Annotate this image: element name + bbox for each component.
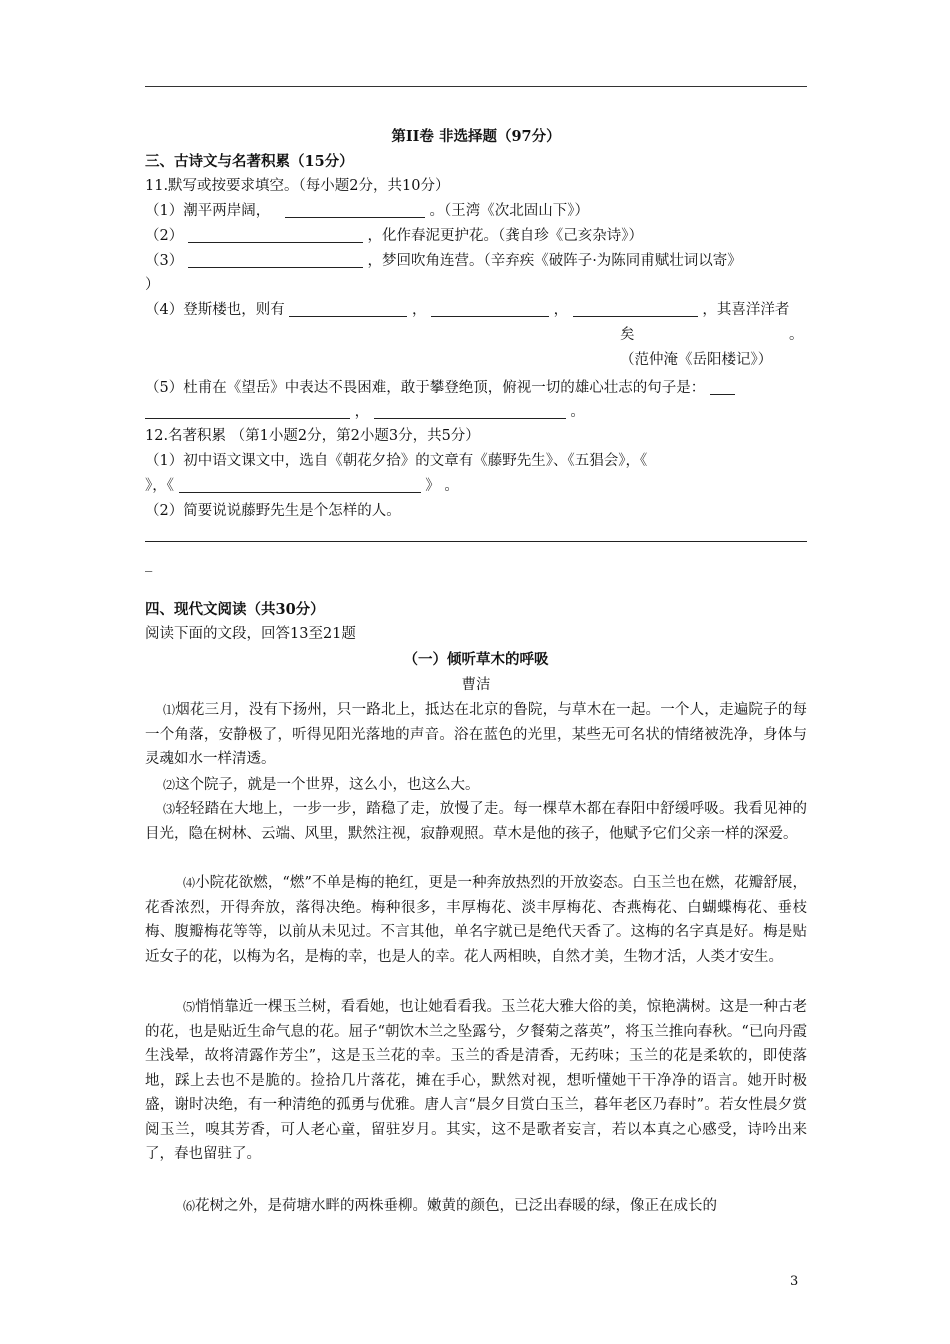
q11-item-5-cont: ， 。 bbox=[145, 400, 807, 424]
paragraph-3: ⑶轻轻踏在大地上，一步一步，踏稳了走，放慢了走。每一棵草木都在春阳中舒缓呼吸。我看见神的目光，隐在树林、云端、风里，默然注视，寂静观照。草木是他的孩子，他赋予它们父亲一样的深爱。 bbox=[145, 801, 807, 842]
article-title: （一）倾听草木的呼吸 bbox=[403, 651, 549, 668]
top-rule bbox=[145, 86, 807, 87]
q11-item-4-yi: 矣 bbox=[620, 327, 635, 343]
q11-item-2: （2） ，化作春泥更护花。（龚自珍《己亥杂诗》） bbox=[145, 228, 643, 244]
paragraph-4: ⑷小院花欲燃，“燃”不单是梅的艳红，更是一种奔放热烈的开放姿态。白玉兰也在燃，花瓣舒展，花香浓烈，开得奔放，落得决绝。梅种很多，丰厚梅花、淡丰厚梅花、杏燕梅花、白蝴蝶梅花、垂枝梅、腹瓣梅花等等，以前从未见过。不言其他，单名字就已是绝代天香了。这梅的名字真是好。梅是贴近女子的花，以梅为名，是梅的幸，也是人的幸。花人两相映，自然才美，生物才活，人类才安生。 bbox=[145, 875, 807, 965]
q12-item-1: （1）初中语文课文中，选自《朝花夕拾》的文章有《藤野先生》、《五猖会》，《 bbox=[145, 453, 648, 469]
answer-line-dash: _ bbox=[145, 556, 153, 572]
answer-blank[interactable] bbox=[188, 226, 363, 243]
answer-blank[interactable] bbox=[710, 378, 735, 395]
q11-item-3-close: ） bbox=[145, 277, 160, 293]
answer-blank[interactable] bbox=[145, 402, 350, 419]
answer-blank[interactable] bbox=[374, 402, 566, 419]
q12-item-1-cont: 》，《 》 。 bbox=[145, 478, 459, 494]
part4-heading: 四、现代文阅读（共30分） bbox=[145, 601, 325, 618]
q11-item-4-source: （范仲淹《岳阳楼记》） bbox=[620, 352, 773, 368]
answer-line[interactable] bbox=[145, 541, 807, 542]
paragraph-5: ⑸悄悄靠近一棵玉兰树，看看她，也让她看看我。玉兰花大雅大俗的美，惊艳满树。这是一种古老的花，也是贴近生命气息的花。屈子“朝饮木兰之坠露兮，夕餐菊之落英”，将玉兰推向春秋。“已向丹霞生浅晕，故将清露作芳尘”，这是玉兰花的幸。玉兰的香是清香，无药味；玉兰的花是柔软的，即使落地，踩上去也不是脆的。捡拾几片落花，摊在手心，默然对视，想听懂她干干净净的语言。她开时极盛，谢时决绝，有一种清绝的孤勇与优雅。唐人言“晨夕目赏白玉兰，暮年老区乃春时”。若女性晨夕赏阅玉兰，嗅其芳香，可人老心童，留驻岁月。其实，这不是歌者妄言，若以本真之心感受，诗吟出来了，春也留驻了。 bbox=[145, 999, 807, 1162]
q12-stem: 12.名著积累 （第1小题2分，第2小题3分，共5分） bbox=[145, 428, 480, 444]
paragraph-1: ⑴烟花三月，没有下扬州，只一路北上，抵达在北京的鲁院，与草木在一起。一个人，走遍院子的每一个角落，安静极了，听得见阳光落地的声音。浴在蓝色的光里，某些无可名状的情绪被洗净，身体与灵魂如水一样清透。 bbox=[145, 702, 807, 767]
article-author: 曹洁 bbox=[461, 677, 491, 693]
reading-intro: 阅读下面的文段，回答13至21题 bbox=[145, 626, 356, 642]
section-title: 第II卷 非选择题（97分） bbox=[391, 128, 561, 145]
answer-blank[interactable] bbox=[285, 201, 425, 218]
answer-blank[interactable] bbox=[573, 300, 698, 317]
q12-item-2: （2）简要说说藤野先生是个怎样的人。 bbox=[145, 503, 401, 519]
paragraph-6: ⑹花树之外，是荷塘水畔的两株垂柳。嫩黄的颜色，已泛出春暖的绿，像正在成长的 bbox=[183, 1198, 718, 1214]
q11-item-5: （5）杜甫在《望岳》中表达不畏困难，敢于攀登绝顶，俯视一切的雄心壮志的句子是： bbox=[145, 376, 807, 400]
q11-stem: 11.默写或按要求填空。（每小题2分，共10分） bbox=[145, 178, 450, 194]
answer-blank[interactable] bbox=[289, 300, 407, 317]
part3-heading: 三、古诗文与名著积累（15分） bbox=[145, 153, 354, 170]
q11-item-3: （3） ，梦回吹角连营。（辛弃疾《破阵子·为陈同甫赋壮词以寄》 bbox=[145, 253, 742, 269]
page-number: 3 bbox=[790, 1274, 799, 1289]
paragraph-2: ⑵这个院子，就是一个世界，这么小，也这么大。 bbox=[163, 777, 480, 793]
answer-blank[interactable] bbox=[431, 300, 549, 317]
answer-blank[interactable] bbox=[188, 251, 363, 268]
q11-item-4-period: 。 bbox=[789, 327, 804, 343]
q11-item-4: （4）登斯楼也，则有 ， ， ，其喜洋洋者 bbox=[145, 302, 790, 318]
answer-blank[interactable] bbox=[179, 476, 421, 493]
q11-item-1: （1）潮平两岸阔， 。（王湾《次北固山下》） bbox=[145, 203, 589, 219]
